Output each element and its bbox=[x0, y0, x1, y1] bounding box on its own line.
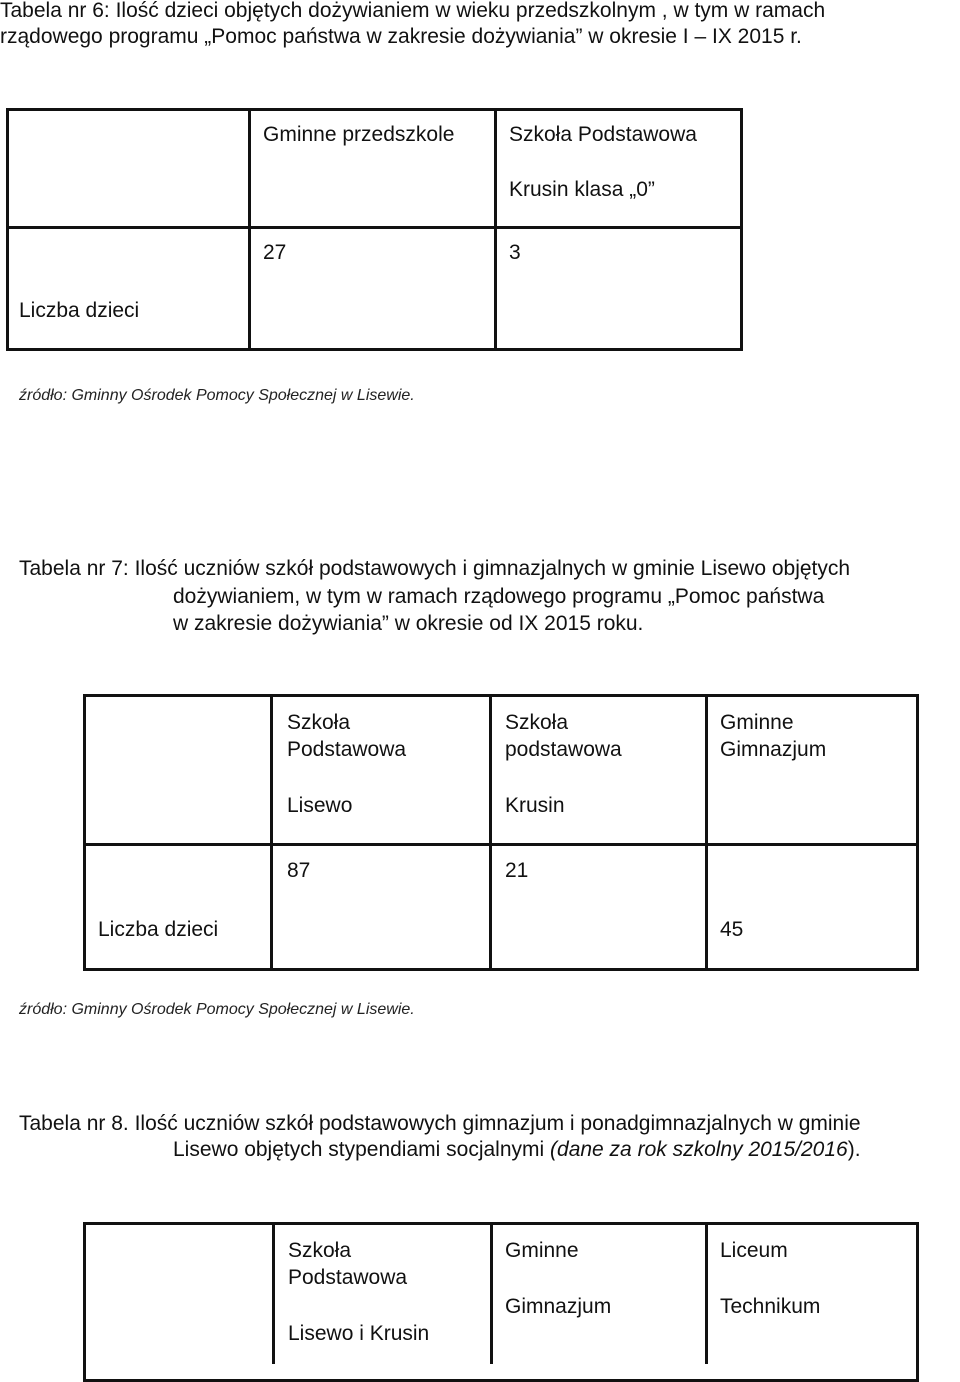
table6-col-divider-2 bbox=[494, 108, 497, 351]
table8-caption-line1: Tabela nr 8. Ilość uczniów szkół podstawowych gimnazjum i ponadgimnazjalnych w gminie bbox=[19, 1112, 861, 1135]
table8-col1-header-line3: Lisewo i Krusin bbox=[288, 1322, 430, 1345]
table7-col-divider-2 bbox=[489, 694, 492, 971]
table8-caption-line2-suffix: ). bbox=[847, 1138, 861, 1161]
table8-col2-header-line2: Gimnazjum bbox=[505, 1295, 612, 1318]
table6-col1-header: Gminne przedszkole bbox=[263, 123, 455, 146]
table7-row-label: Liczba dzieci bbox=[98, 918, 219, 941]
table8-col-divider-3 bbox=[705, 1222, 708, 1364]
table8-col3-header-line1: Liceum bbox=[720, 1239, 788, 1262]
table7-col3-header-line1: Gminne bbox=[720, 711, 794, 734]
table7-caption-line3: w zakresie dożywiania” w okresie od IX 2015 roku. bbox=[173, 612, 644, 635]
table7-col3-value: 45 bbox=[720, 918, 744, 941]
table7-col2-header-line1: Szkoła bbox=[505, 711, 569, 734]
table6-col2-header-line1: Szkoła Podstawowa bbox=[509, 123, 697, 146]
table7-col-divider-3 bbox=[705, 694, 708, 971]
table7-col2-header-line2: podstawowa bbox=[505, 738, 622, 761]
table6-source: źródło: Gminny Ośrodek Pomocy Społecznej w Lisewie. bbox=[19, 387, 415, 404]
table8-col-divider-2 bbox=[490, 1222, 493, 1364]
table7-caption-line2: dożywianiem, w tym w ramach rządowego programu „Pomoc państwa bbox=[173, 585, 825, 608]
table7-row-divider bbox=[83, 843, 919, 846]
table7-col1-header-line1: Szkoła bbox=[287, 711, 351, 734]
table8-col-divider-1 bbox=[272, 1222, 275, 1364]
table7-col-divider-1 bbox=[270, 694, 273, 971]
table8-col1-header-line1: Szkoła bbox=[288, 1239, 352, 1262]
table7-col2-value: 21 bbox=[505, 859, 529, 882]
table6-caption-line2: rządowego programu „Pomoc państwa w zakresie dożywiania” w okresie I – IX 2015 r. bbox=[0, 25, 802, 48]
table7-col3-header-line2: Gimnazjum bbox=[720, 738, 827, 761]
table8-caption-line2 bbox=[173, 1136, 861, 1163]
table8-col2-header-line1: Gminne bbox=[505, 1239, 579, 1262]
table6-col1-value: 27 bbox=[263, 241, 287, 264]
table7-col1-header-line3: Lisewo bbox=[287, 794, 353, 817]
table6-col-divider-1 bbox=[248, 108, 251, 351]
table7-source: źródło: Gminny Ośrodek Pomocy Społecznej w Lisewie. bbox=[19, 1001, 415, 1018]
table8-col3-header-line2: Technikum bbox=[720, 1295, 821, 1318]
table7-col1-value: 87 bbox=[287, 859, 311, 882]
table8-caption-line2-text: Lisewo objętych stypendiami socjalnymi bbox=[173, 1138, 551, 1161]
table8-col1-header-line2: Podstawowa bbox=[288, 1266, 408, 1289]
table6-row-divider bbox=[6, 226, 743, 229]
table6-col2-value: 3 bbox=[509, 241, 521, 264]
table7-col1-header-line2: Podstawowa bbox=[287, 738, 407, 761]
table7-caption-line1: Tabela nr 7: Ilość uczniów szkół podstawowych i gimnazjalnych w gminie Lisewo objętych bbox=[19, 557, 851, 580]
table8-caption-line2-italic: (dane za rok szkolny 2015/2016 bbox=[550, 1138, 848, 1161]
table6-row-label: Liczba dzieci bbox=[19, 299, 140, 322]
table6-col2-header-line2: Krusin klasa „0” bbox=[509, 178, 655, 201]
table6-caption-line1: Tabela nr 6: Ilość dzieci objętych dożywianiem w wieku przedszkolnym , w tym w ramach bbox=[0, 0, 826, 22]
table7-col2-header-line3: Krusin bbox=[505, 794, 565, 817]
